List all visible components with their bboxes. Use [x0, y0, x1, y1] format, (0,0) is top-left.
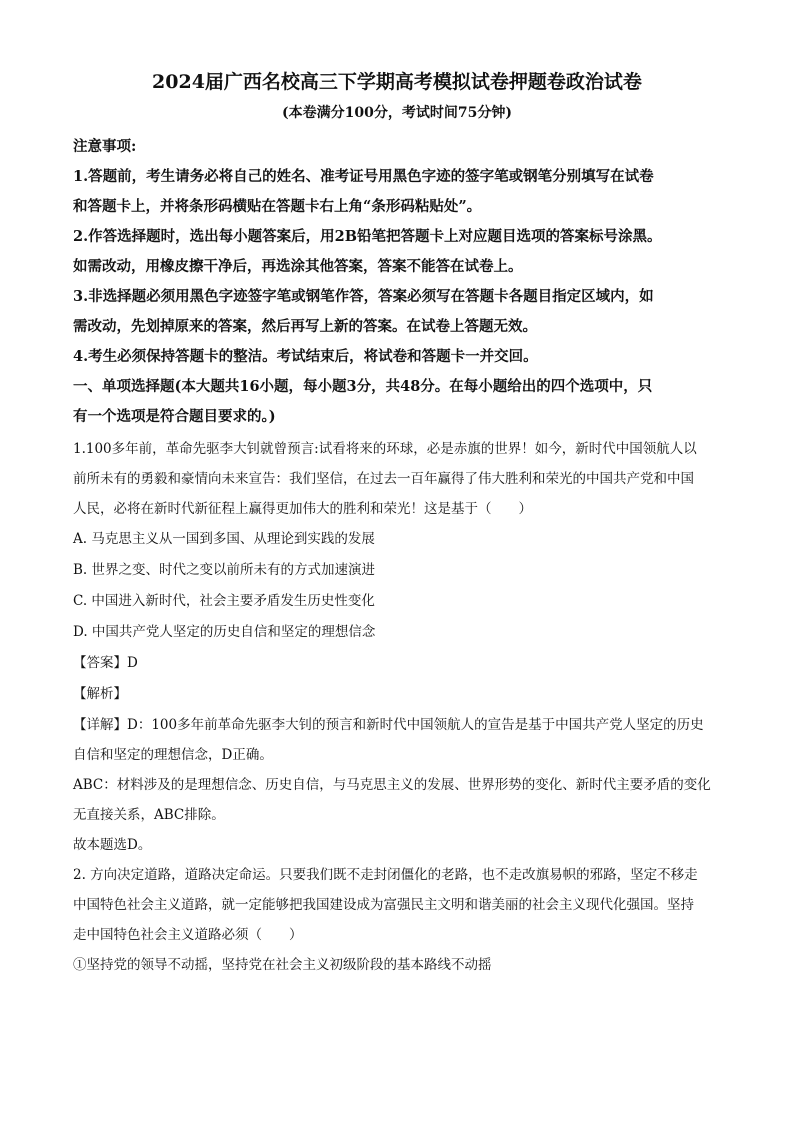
notice-line: 如需改动，用橡皮擦干净后，再选涂其他答案，答案不能答在试卷上。 — [73, 258, 523, 275]
page-title: 2024届广西名校高三下学期高考模拟试卷押题卷政治试卷 — [152, 71, 642, 93]
section-heading: 有一个选项是符合题目要求的。) — [73, 408, 276, 425]
question-1-analysis: 自信和坚定的理想信念，D正确。 — [73, 747, 273, 763]
question-1-option-c: C. 中国进入新时代，社会主要矛盾发生历史性变化 — [73, 593, 375, 609]
question-2-stem: 走中国特色社会主义道路必须（ ） — [73, 927, 303, 943]
question-1-stem: 人民，必将在新时代新征程上赢得更加伟大的胜利和荣光！这是基于（ ） — [73, 501, 532, 517]
question-1-analysis: 无直接关系，ABC排除。 — [73, 807, 225, 823]
section-heading: 一、单项选择题(本大题共16小题，每小题3分，共48分。在每小题给出的四个选项中，只 — [73, 378, 653, 395]
notice-line: 需改动，先划掉原来的答案，然后再写上新的答案。在试卷上答题无效。 — [73, 318, 537, 335]
question-2-stem: 2. 方向决定道路，道路决定命运。只要我们既不走封闭僵化的老路，也不走改旗易帜的邪路，坚定不移走 — [73, 867, 698, 883]
question-2-option-1: ①坚持党的领导不动摇，坚持党在社会主义初级阶段的基本路线不动摇 — [73, 957, 492, 973]
question-1-conclusion: 故本题选D。 — [73, 837, 152, 853]
question-1-stem: 前所未有的勇毅和豪情向未来宣告：我们坚信，在过去一百年赢得了伟大胜利和荣光的中国共产党和中国 — [73, 471, 694, 487]
notice-line: 和答题卡上，并将条形码横贴在答题卡右上角“条形码粘贴处”。 — [73, 198, 482, 215]
notice-line: 3.非选择题必须用黑色字迹签字笔或钢笔作答，答案必须写在答题卡各题目指定区域内，如 — [73, 288, 654, 305]
question-1-analysis-label: 【解析】 — [73, 686, 127, 702]
notice-line: 4.考生必须保持答题卡的整洁。考试结束后，将试卷和答题卡一并交回。 — [73, 348, 538, 365]
question-1-analysis: ABC：材料涉及的是理想信念、历史自信，与马克思主义的发展、世界形势的变化、新时代主要矛盾的变化 — [73, 777, 711, 793]
question-1-option-d: D. 中国共产党人坚定的历史自信和坚定的理想信念 — [73, 624, 376, 640]
notice-heading: 注意事项: — [73, 138, 137, 155]
question-1-option-b: B. 世界之变、时代之变以前所未有的方式加速演进 — [73, 562, 376, 578]
question-1-analysis: 【详解】D：100多年前革命先驱李大钊的预言和新时代中国领航人的宣告是基于中国共产党人坚定的历史 — [73, 717, 704, 733]
notice-line: 1.答题前，考生请务必将自己的姓名、准考证号用黑色字迹的签字笔或钢笔分别填写在试卷 — [73, 168, 654, 185]
question-1-stem: 1.100多年前，革命先驱李大钊就曾预言:试看将来的环球，必是赤旗的世界！如今，新时代中国领航人以 — [73, 441, 697, 457]
notice-line: 2.作答选择题时，选出每小题答案后，用2B铅笔把答题卡上对应题目选项的答案标号涂黑。 — [73, 228, 662, 245]
question-2-stem: 中国特色社会主义道路，就一定能够把我国建设成为富强民主文明和谐美丽的社会主义现代化强国。坚持 — [73, 897, 694, 913]
question-1-answer: 【答案】D — [73, 655, 138, 671]
page-subtitle: (本卷满分100分，考试时间75分钟) — [282, 105, 512, 121]
question-1-option-a: A. 马克思主义从一国到多国、从理论到实践的发展 — [73, 531, 375, 547]
